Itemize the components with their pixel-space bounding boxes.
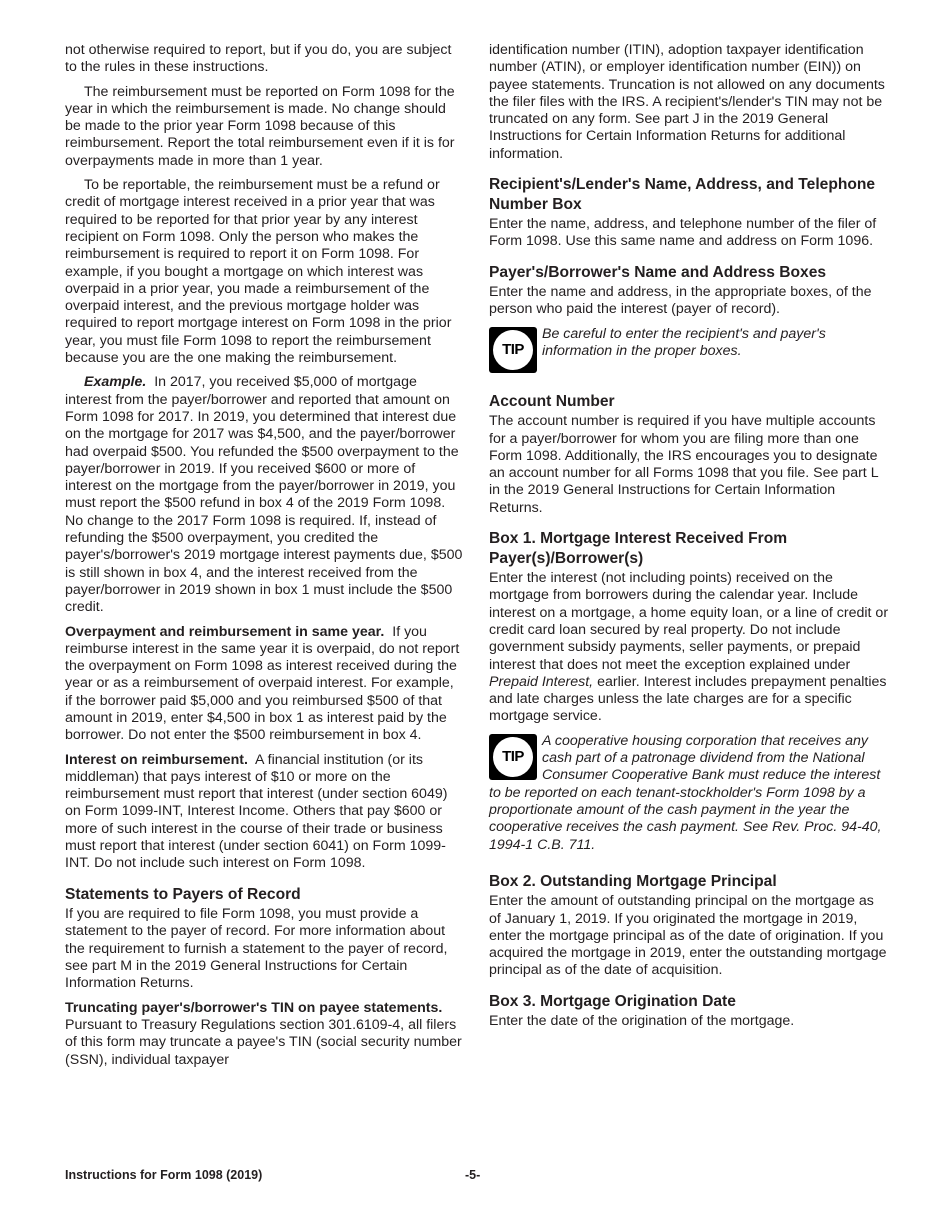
tip-box-proper-boxes <box>489 326 889 376</box>
paragraph-reportable-reimbursement: To be reportable, the reimbursement must be a refund or credit of mortgage interest received in a prior year that was required to be reported for that prior year by any interest recipient on Form 1098. Only the person who makes the reimbursement is required to report it on Form 1098. For example, if you bought a mortgage on which interest was overpaid in a prior year, you made a reimbursement of the overpaid interest, and the previous mortgage holder was required to report mortgage interest on Form 1098 in the prior year, you must file Form 1098 to report the reimbursement because you are the one making the reimbursement. <box>65 177 452 367</box>
truncating-text: Pursuant to Treasury Regulations section 301.6109-4, all filers of this form may truncate a payee's TIN (social security number (SSN), individual taxpayer <box>65 1016 462 1068</box>
tip-text: A cooperative housing corporation that receives any cash part of a patronage dividend from the National Consumer Cooperative Bank must reduce the interest to be reported on each tenant-stockholder's Form 1098 by a proportionate amount of the cash payment in the year the cooperative receives the cash payment. See Rev. Proc. 94-40, 1994-1 C.B. 711. <box>489 732 882 853</box>
heading-box3: Box 3. Mortgage Origination Date <box>489 992 736 1010</box>
paragraph-reimbursement-reporting: The reimbursement must be reported on Form 1098 for the year in which the reimbursement is made. No change should be made to the prior year Form 1098 because of this reimbursement. Report the total reimbursement even if it is for overpayments made in more than 1 year. <box>65 83 455 169</box>
paragraph-overpayment-same-year <box>65 624 463 745</box>
heading-account-number: Account Number <box>489 392 615 410</box>
heading-statements-to-payers: Statements to Payers of Record <box>65 885 301 903</box>
truncating-label: Truncating payer's/borrower's TIN on payee statements. <box>65 999 443 1016</box>
paragraph-box1: Enter the interest (not including points) received on the mortgage from borrowers during the calendar year. Include interest on a mortgage, a home equity loan, or a line of credit or credit card loan secured by real property. Do not include government subsidy payments, seller payments, or prepaid interest that does not meet the exception explained under Prepaid Interest, earlier. Interest includes prepayment penalties and late charges unless the late charges are for a specific mortgage service. <box>489 570 889 725</box>
heading-recipient-lender: Recipient's/Lender's Name, Address, and Telephone Number Box <box>489 176 876 213</box>
paragraph-account-number: The account number is required if you have multiple accounts for a payer/borrower for whom you are filing more than one Form 1098. Additionally, the IRS encourages you to designate an account number for all Forms 1098 that you file. See part L in the 2019 General Instructions for Certain Information Returns. <box>489 413 879 516</box>
interest-reimbursement-text: A financial institution (or its middleman) that pays interest of $10 or more on the reimbursement must report that interest (under section 6049) on Form 1099-INT, Interest Income. Others that pay $600 or more of such interest in the course of their trade or business must report that interest (under section 6041) on Form 1099-INT. Do not include such interest on Form 1098. <box>65 751 448 872</box>
tip-text: Be careful to enter the recipient's and payer's information in the proper boxes. <box>542 325 826 360</box>
paragraph-payer-borrower: Enter the name and address, in the appropriate boxes, of the person who paid the interest (payer of record). <box>489 284 872 318</box>
example-label: Example. <box>84 374 147 391</box>
page-number: -5- <box>465 1168 481 1182</box>
paragraph-truncating-tin <box>65 1000 463 1069</box>
right-column <box>489 42 889 1038</box>
paragraph-interest-on-reimbursement <box>65 752 463 873</box>
paragraph-continuation: not otherwise required to report, but if you do, you are subject to the rules in these instructions. <box>65 42 452 76</box>
overpayment-text: If you reimburse interest in the same year it is overpaid, do not report the overpayment on Form 1098 as interest received during the year or as a reimbursement of overpaid interest. For example, if the borrower paid $5,000 and you reimbursed $500 of that amount in 2019, enter $4,500 in box 1 as interest paid by the borrower. Do not enter the $500 reimbursement in box 4. <box>65 623 460 744</box>
tip-icon: TIP <box>489 327 537 373</box>
left-column <box>65 42 463 1076</box>
overpayment-label: Overpayment and reimbursement in same year. <box>65 623 385 640</box>
example-text: In 2017, you received $5,000 of mortgage interest from the payer/borrower and reported that amount on Form 1098 for 2017. In 2019, you determined that interest due on the mortgage for 2017 was $4,500, and the payer/borrower had overpaid $500. You refunded the $500 overpayment to the payer/borrower in 2019. If you received $600 or more of interest on the mortgage from the payer/borrower in 2019, you must report the $500 refund in box 4 of the 2019 Form 1098. No change to the 2017 Form 1098 is required. If, instead of refunding the $500 overpayment, you credited the payer's/borrower's 2019 mortgage interest payments due, $500 is still shown in box 4, and the interest received from the payer/borrower in 2019 shown in box 1 must include the $500 credit. <box>65 374 463 616</box>
paragraph-recipient-lender: Enter the name, address, and telephone number of the filer of Form 1098. Use this same name and address on Form 1096. <box>489 216 877 250</box>
paragraph-example <box>65 374 463 616</box>
paragraph-statements: If you are required to file Form 1098, you must provide a statement to the payer of record. For more information about the requirement to furnish a statement to the payer of record, see part M in the 2019 General Instructions for Certain Information Returns. <box>65 906 448 992</box>
paragraph-box2: Enter the amount of outstanding principal on the mortgage as of January 1, 2019. If you originated the mortgage in 2019, enter the mortgage principal as of the date of origination. If you acquired the mortgage in 2019, enter the outstanding mortgage principal as of the date of acquisition. <box>489 893 887 979</box>
tip-box-cooperative-housing <box>489 733 889 854</box>
heading-payer-borrower: Payer's/Borrower's Name and Address Boxes <box>489 263 827 281</box>
heading-box1: Box 1. Mortgage Interest Received From Payer(s)/Borrower(s) <box>489 530 788 567</box>
footer-form-name: Instructions for Form 1098 (2019) <box>65 1168 263 1182</box>
tip-icon: TIP <box>489 734 537 780</box>
interest-reimbursement-label: Interest on reimbursement. <box>65 751 248 768</box>
paragraph-tin-continuation: identification number (ITIN), adoption taxpayer identification number (ATIN), or employer identification number (EIN)) on payee statements. Truncation is not allowed on any documents the filer files with the IRS. A recipient's/lender's TIN may not be truncated on any form. See part J in the 2019 General Instructions for Certain Information Returns for additional information. <box>489 42 885 162</box>
heading-box2: Box 2. Outstanding Mortgage Principal <box>489 872 777 890</box>
paragraph-box3: Enter the date of the origination of the mortgage. <box>489 1013 795 1030</box>
cross-reference-prepaid-interest: Prepaid Interest, <box>489 673 594 690</box>
